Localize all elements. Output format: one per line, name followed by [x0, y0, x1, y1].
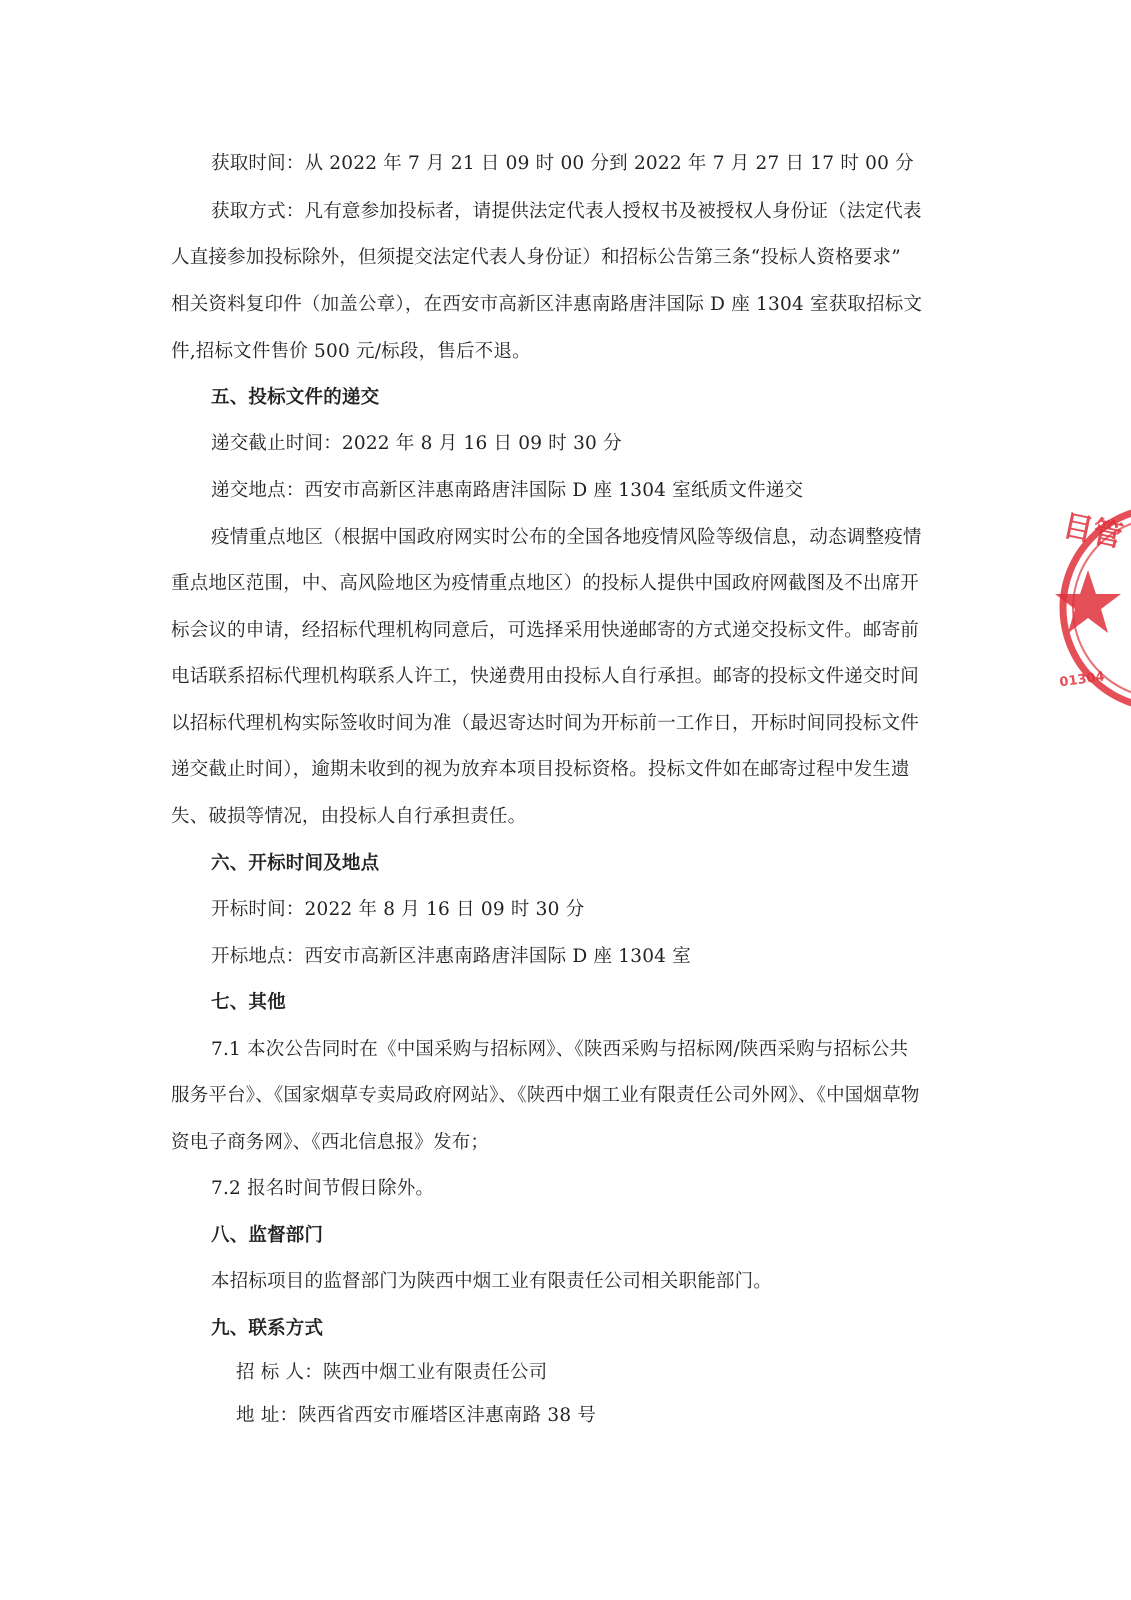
opening-time: 开标时间：2022 年 8 月 16 日 09 时 30 分: [211, 899, 585, 920]
section-heading-supervision: 八、监督部门: [211, 1225, 324, 1246]
epidemic-line-6: 递交截止时间），逾期未收到的视为放弃本项目投标资格。投标文件如在邮寄过程中发生遗: [171, 759, 910, 780]
acquire-method-line-1: 获取方式：凡有意参加投标者，请提供法定代表人授权书及被授权人身份证（法定代表: [211, 201, 922, 222]
section-heading-submission: 五、投标文件的递交: [211, 387, 380, 408]
seal-text: 目管: [1059, 508, 1126, 555]
contact-address: 地 址：陕西省西安市雁塔区沣惠南路 38 号: [236, 1405, 597, 1426]
seal-number: 01304: [1058, 669, 1106, 691]
epidemic-line-7: 失、破损等情况，由投标人自行承担责任。: [171, 806, 527, 827]
section-heading-contact: 九、联系方式: [211, 1318, 324, 1339]
epidemic-line-2: 重点地区范围，中、高风险地区为疫情重点地区）的投标人提供中国政府网截图及不出席开: [171, 573, 920, 594]
supervision-text: 本招标项目的监督部门为陕西中烟工业有限责任公司相关职能部门。: [211, 1271, 773, 1292]
section-heading-opening: 六、开标时间及地点: [211, 853, 380, 874]
other-item1-line-1: 7.1 本次公告同时在《中国采购与招标网》、《陕西采购与招标网/陕西采购与招标公共: [211, 1039, 909, 1060]
acquire-method-line-3: 相关资料复印件（加盖公章），在西安市高新区沣惠南路唐沣国际 D 座 1304 室获取招标文: [171, 294, 923, 315]
acquire-method-line-2: 人直接参加投标除外，但须提交法定代表人身份证）和招标公告第三条“投标人资格要求”: [171, 247, 901, 268]
company-seal-stamp: [1058, 498, 1131, 718]
acquire-method-line-4: 件,招标文件售价 500 元/标段，售后不退。: [171, 341, 531, 362]
acquire-time: 获取时间：从 2022 年 7 月 21 日 09 时 00 分到 2022 年 7 月 27 日 17 时 00 分: [211, 153, 914, 174]
opening-place: 开标地点：西安市高新区沣惠南路唐沣国际 D 座 1304 室: [211, 946, 691, 967]
other-item1-line-3: 资电子商务网》、《西北信息报》发布；: [171, 1132, 490, 1153]
other-item1-line-2: 服务平台》、《国家烟草专卖局政府网站》、《陕西中烟工业有限责任公司外网》、《中国烟草物: [171, 1085, 920, 1106]
epidemic-line-4: 电话联系招标代理机构联系人许工，快递费用由投标人自行承担。邮寄的投标文件递交时间: [171, 666, 920, 687]
other-item2: 7.2 报名时间节假日除外。: [211, 1178, 435, 1199]
epidemic-line-3: 标会议的申请，经招标代理机构同意后，可选择采用快递邮寄的方式递交投标文件。邮寄前: [171, 620, 920, 641]
submission-place: 递交地点：西安市高新区沣惠南路唐沣国际 D 座 1304 室纸质文件递交: [211, 480, 804, 501]
submission-deadline: 递交截止时间：2022 年 8 月 16 日 09 时 30 分: [211, 433, 622, 454]
contact-tenderer: 招 标 人：陕西中烟工业有限责任公司: [236, 1362, 548, 1383]
epidemic-line-1: 疫情重点地区（根据中国政府网实时公布的全国各地疫情风险等级信息，动态调整疫情: [211, 527, 922, 548]
section-heading-other: 七、其他: [211, 992, 286, 1013]
epidemic-line-5: 以招标代理机构实际签收时间为准（最迟寄达时间为开标前一工作日，开标时间同投标文件: [171, 713, 920, 734]
